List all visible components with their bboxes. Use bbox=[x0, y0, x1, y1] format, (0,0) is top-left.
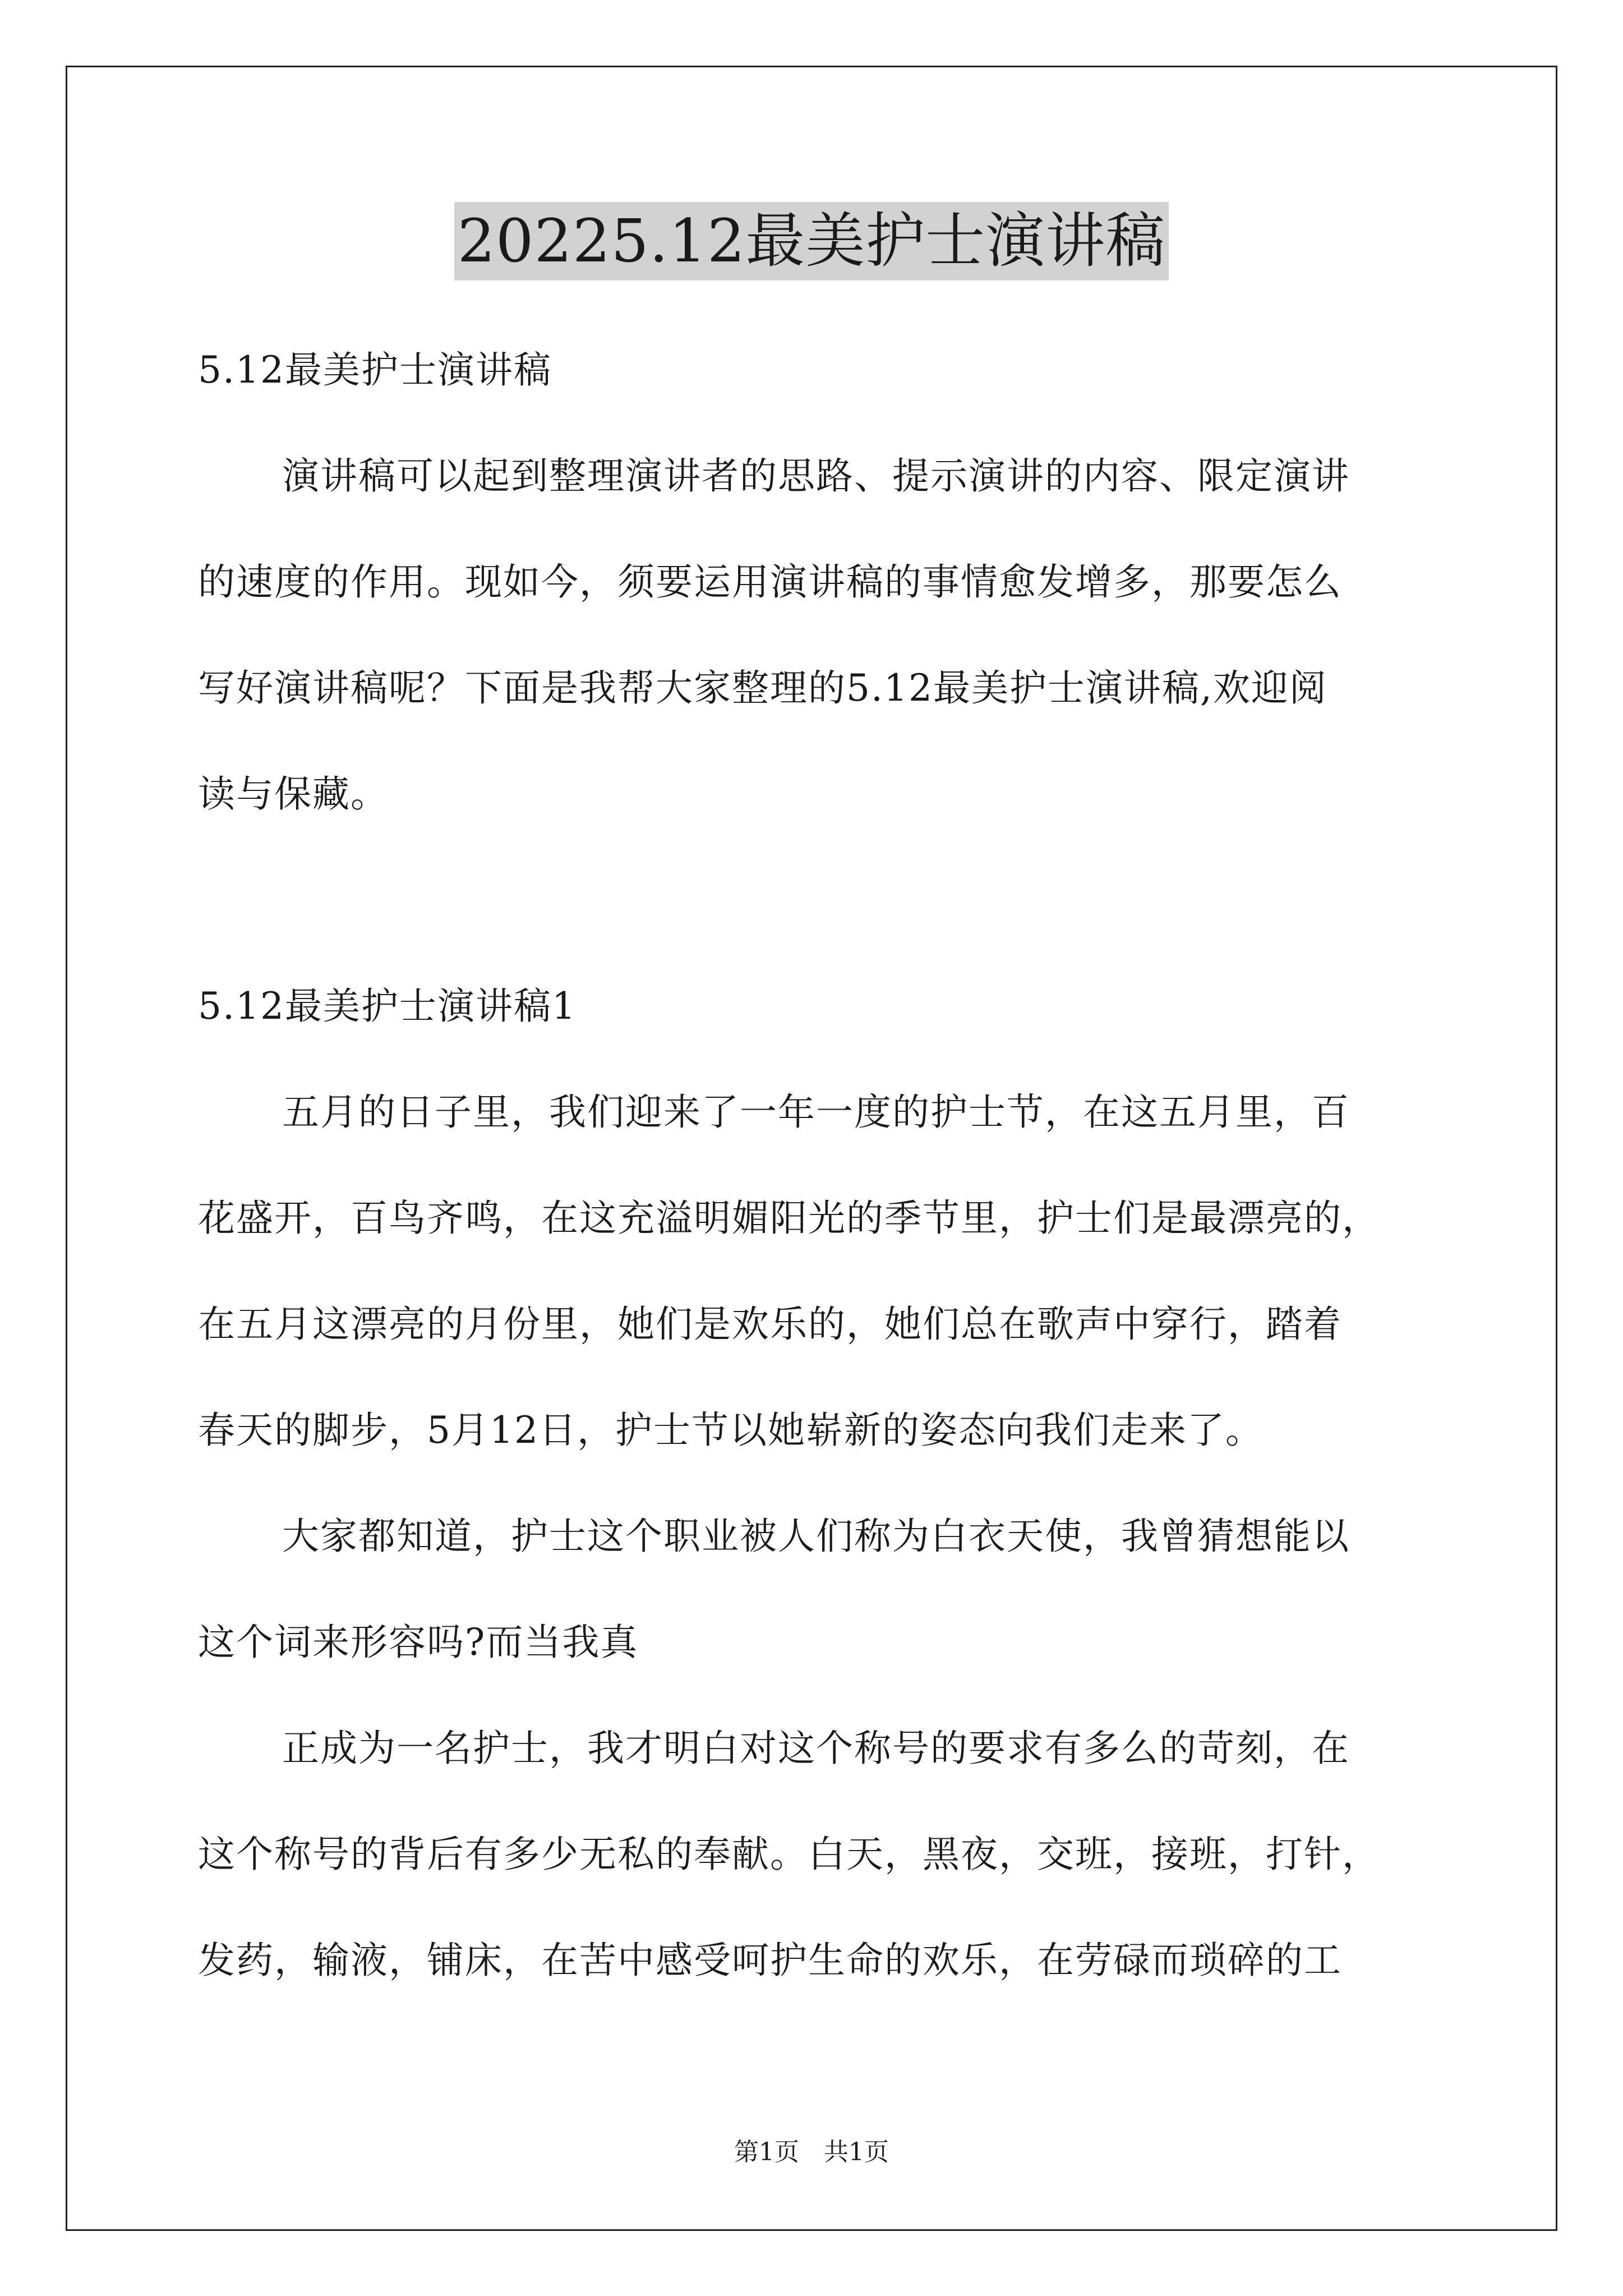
intro-line: 读与保藏。 bbox=[198, 772, 389, 816]
page-footer: 第1页 共1页 bbox=[734, 2138, 889, 2166]
document-title: 20225.12最美护士演讲稿 bbox=[454, 202, 1169, 280]
body-line: 这个词来形容吗?而当我真 bbox=[198, 1621, 639, 1664]
intro-line: 写好演讲稿呢？下面是我帮大家整理的5.12最美护士演讲稿,欢迎阅 bbox=[198, 666, 1327, 710]
document-body bbox=[198, 337, 1460, 2033]
body-line: 这个称号的背后有多少无私的奉献。白天，黑夜，交班，接班，打针， bbox=[198, 1833, 1380, 1876]
subtitle: 5.12最美护士演讲稿 bbox=[198, 348, 552, 392]
intro-line: 的速度的作用。现如今，须要运用演讲稿的事情愈发增多，那要怎么 bbox=[198, 560, 1342, 604]
body-line: 五月的日子里，我们迎来了一年一度的护士节，在这五月里，百 bbox=[282, 1091, 1350, 1134]
section-heading: 5.12最美护士演讲稿1 bbox=[198, 984, 577, 1028]
body-line: 正成为一名护士，我才明白对这个称号的要求有多么的苛刻，在 bbox=[282, 1727, 1350, 1770]
body-line: 大家都知道，护士这个职业被人们称为白衣天使，我曾猜想能以 bbox=[282, 1515, 1350, 1558]
body-line: 发药，输液，铺床，在苦中感受呵护生命的欢乐，在劳碌而琐碎的工 bbox=[198, 1939, 1342, 1982]
title-container bbox=[0, 202, 1623, 280]
body-line: 花盛开，百鸟齐鸣，在这充溢明媚阳光的季节里，护士们是最漂亮的， bbox=[198, 1197, 1380, 1240]
intro-line: 演讲稿可以起到整理演讲者的思路、提示演讲的内容、限定演讲 bbox=[282, 454, 1350, 498]
body-line: 春天的脚步，5月12日，护士节以她崭新的姿态向我们走来了。 bbox=[198, 1409, 1264, 1452]
body-line: 在五月这漂亮的月份里，她们是欢乐的，她们总在歌声中穿行，踏着 bbox=[198, 1303, 1342, 1346]
spacer bbox=[198, 867, 1460, 973]
